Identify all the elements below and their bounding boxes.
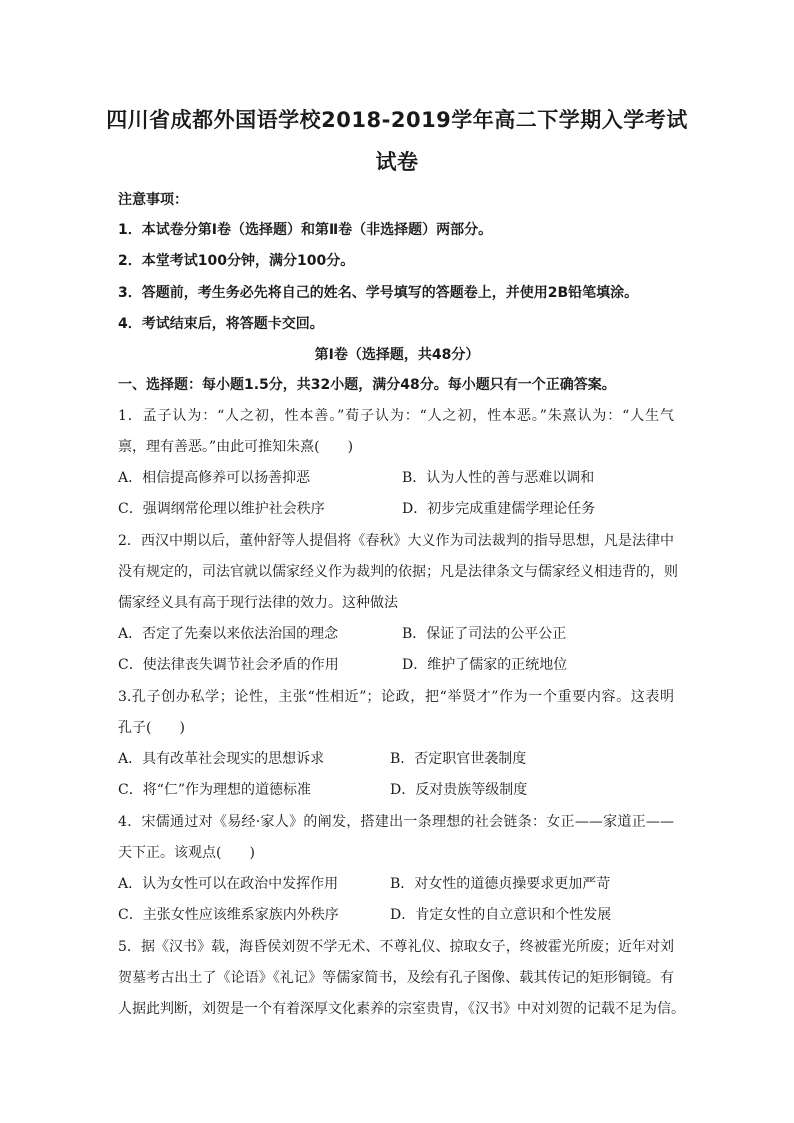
question-4-option-d: D．肯定女性的自立意识和个性发展 <box>390 907 612 923</box>
question-2-option-d: D．维护了儒家的正统地位 <box>402 657 568 673</box>
exam-title-line2: 试卷 <box>375 150 419 174</box>
notice-item: 3．答题前，考生务必先将自己的姓名、学号填写的答题卷上，并使用2B铅笔填涂。 <box>118 285 639 301</box>
question-3-option-d: D．反对贵族等级制度 <box>390 782 528 798</box>
question-4-stem: 天下正。该观点( ) <box>118 845 255 861</box>
notice-item: 4．考试结束后，将答题卡交回。 <box>118 316 324 332</box>
question-1-option-d: D．初步完成重建儒学理论任务 <box>402 501 596 517</box>
question-5-stem: 贺墓考古出土了《论语》《礼记》等儒家简书，及绘有孔子图像、载其传记的矩形铜镜。有 <box>118 970 674 986</box>
question-1-option-b: B．认为人性的善与恶难以调和 <box>402 470 595 486</box>
question-2-option-a: A．否定了先秦以来依法治国的理念 <box>118 626 339 642</box>
question-4-stem: 4．宋儒通过对《易经·家人》的阐发，搭建出一条理想的社会链条：女正——家道正—— <box>118 814 674 830</box>
question-2-option-b: B．保证了司法的公平公正 <box>402 626 567 642</box>
question-3-stem: 3.孔子创办私学；论性，主张“性相近”；论政，把“举贤才”作为一个重要内容。这表明 <box>118 689 674 705</box>
question-2-option-c: C．使法律丧失调节社会矛盾的作用 <box>118 657 339 673</box>
notice-item: 2．本堂考试100分钟，满分100分。 <box>118 253 355 269</box>
question-2-stem: 没有规定的，司法官就以儒家经义作为裁判的依据；凡是法律条文与儒家经义相违背的，则 <box>118 564 678 580</box>
question-3-option-c: C．将“仁”作为理想的道德标准 <box>118 782 312 798</box>
section-heading: 第Ⅰ卷（选择题，共48分） <box>314 347 480 363</box>
question-4-option-b: B．对女性的道德贞操要求更加严苛 <box>390 876 611 892</box>
question-1-stem: 1．孟子认为：“人之初，性本善。”荀子认为：“人之初，性本恶。”朱熹认为：“人生气 <box>118 408 674 424</box>
section-instructions: 一、选择题：每小题1.5分，共32小题，满分48分。每小题只有一个正确答案。 <box>118 377 616 393</box>
question-3-option-a: A．具有改革社会现实的思想诉求 <box>118 751 325 767</box>
question-3-stem: 孔子( ) <box>118 720 185 736</box>
question-4-option-a: A．认为女性可以在政治中发挥作用 <box>118 876 339 892</box>
question-2-stem: 儒家经义具有高于现行法律的效力。这种做法 <box>118 595 398 611</box>
notice-item: 1．本试卷分第Ⅰ卷（选择题）和第Ⅱ卷（非选择题）两部分。 <box>118 222 493 238</box>
question-5-stem: 5．据《汉书》载，海昏侯刘贺不学无术、不尊礼仪、掠取女子，终被霍光所废；近年对刘 <box>118 939 674 955</box>
exam-title-line1: 四川省成都外国语学校2018-2019学年高二下学期入学考试 <box>106 108 688 132</box>
question-5-stem: 人据此判断，刘贺是一个有着深厚文化素养的宗室贵胄，《汉书》中对刘贺的记载不足为信。 <box>118 1001 685 1017</box>
question-1-stem: 禀，理有善恶。”由此可推知朱熹( ) <box>118 439 354 455</box>
question-4-option-c: C．主张女性应该维系家族内外秩序 <box>118 907 339 923</box>
notice-heading: 注意事项： <box>118 192 188 208</box>
question-3-option-b: B．否定职官世袭制度 <box>390 751 527 767</box>
question-1-option-a: A．相信提高修养可以扬善抑恶 <box>118 470 311 486</box>
question-1-option-c: C．强调纲常伦理以维护社会秩序 <box>118 501 325 517</box>
question-2-stem: 2．西汉中期以后，董仲舒等人提倡将《春秋》大义作为司法裁判的指导思想，凡是法律中 <box>118 533 674 549</box>
